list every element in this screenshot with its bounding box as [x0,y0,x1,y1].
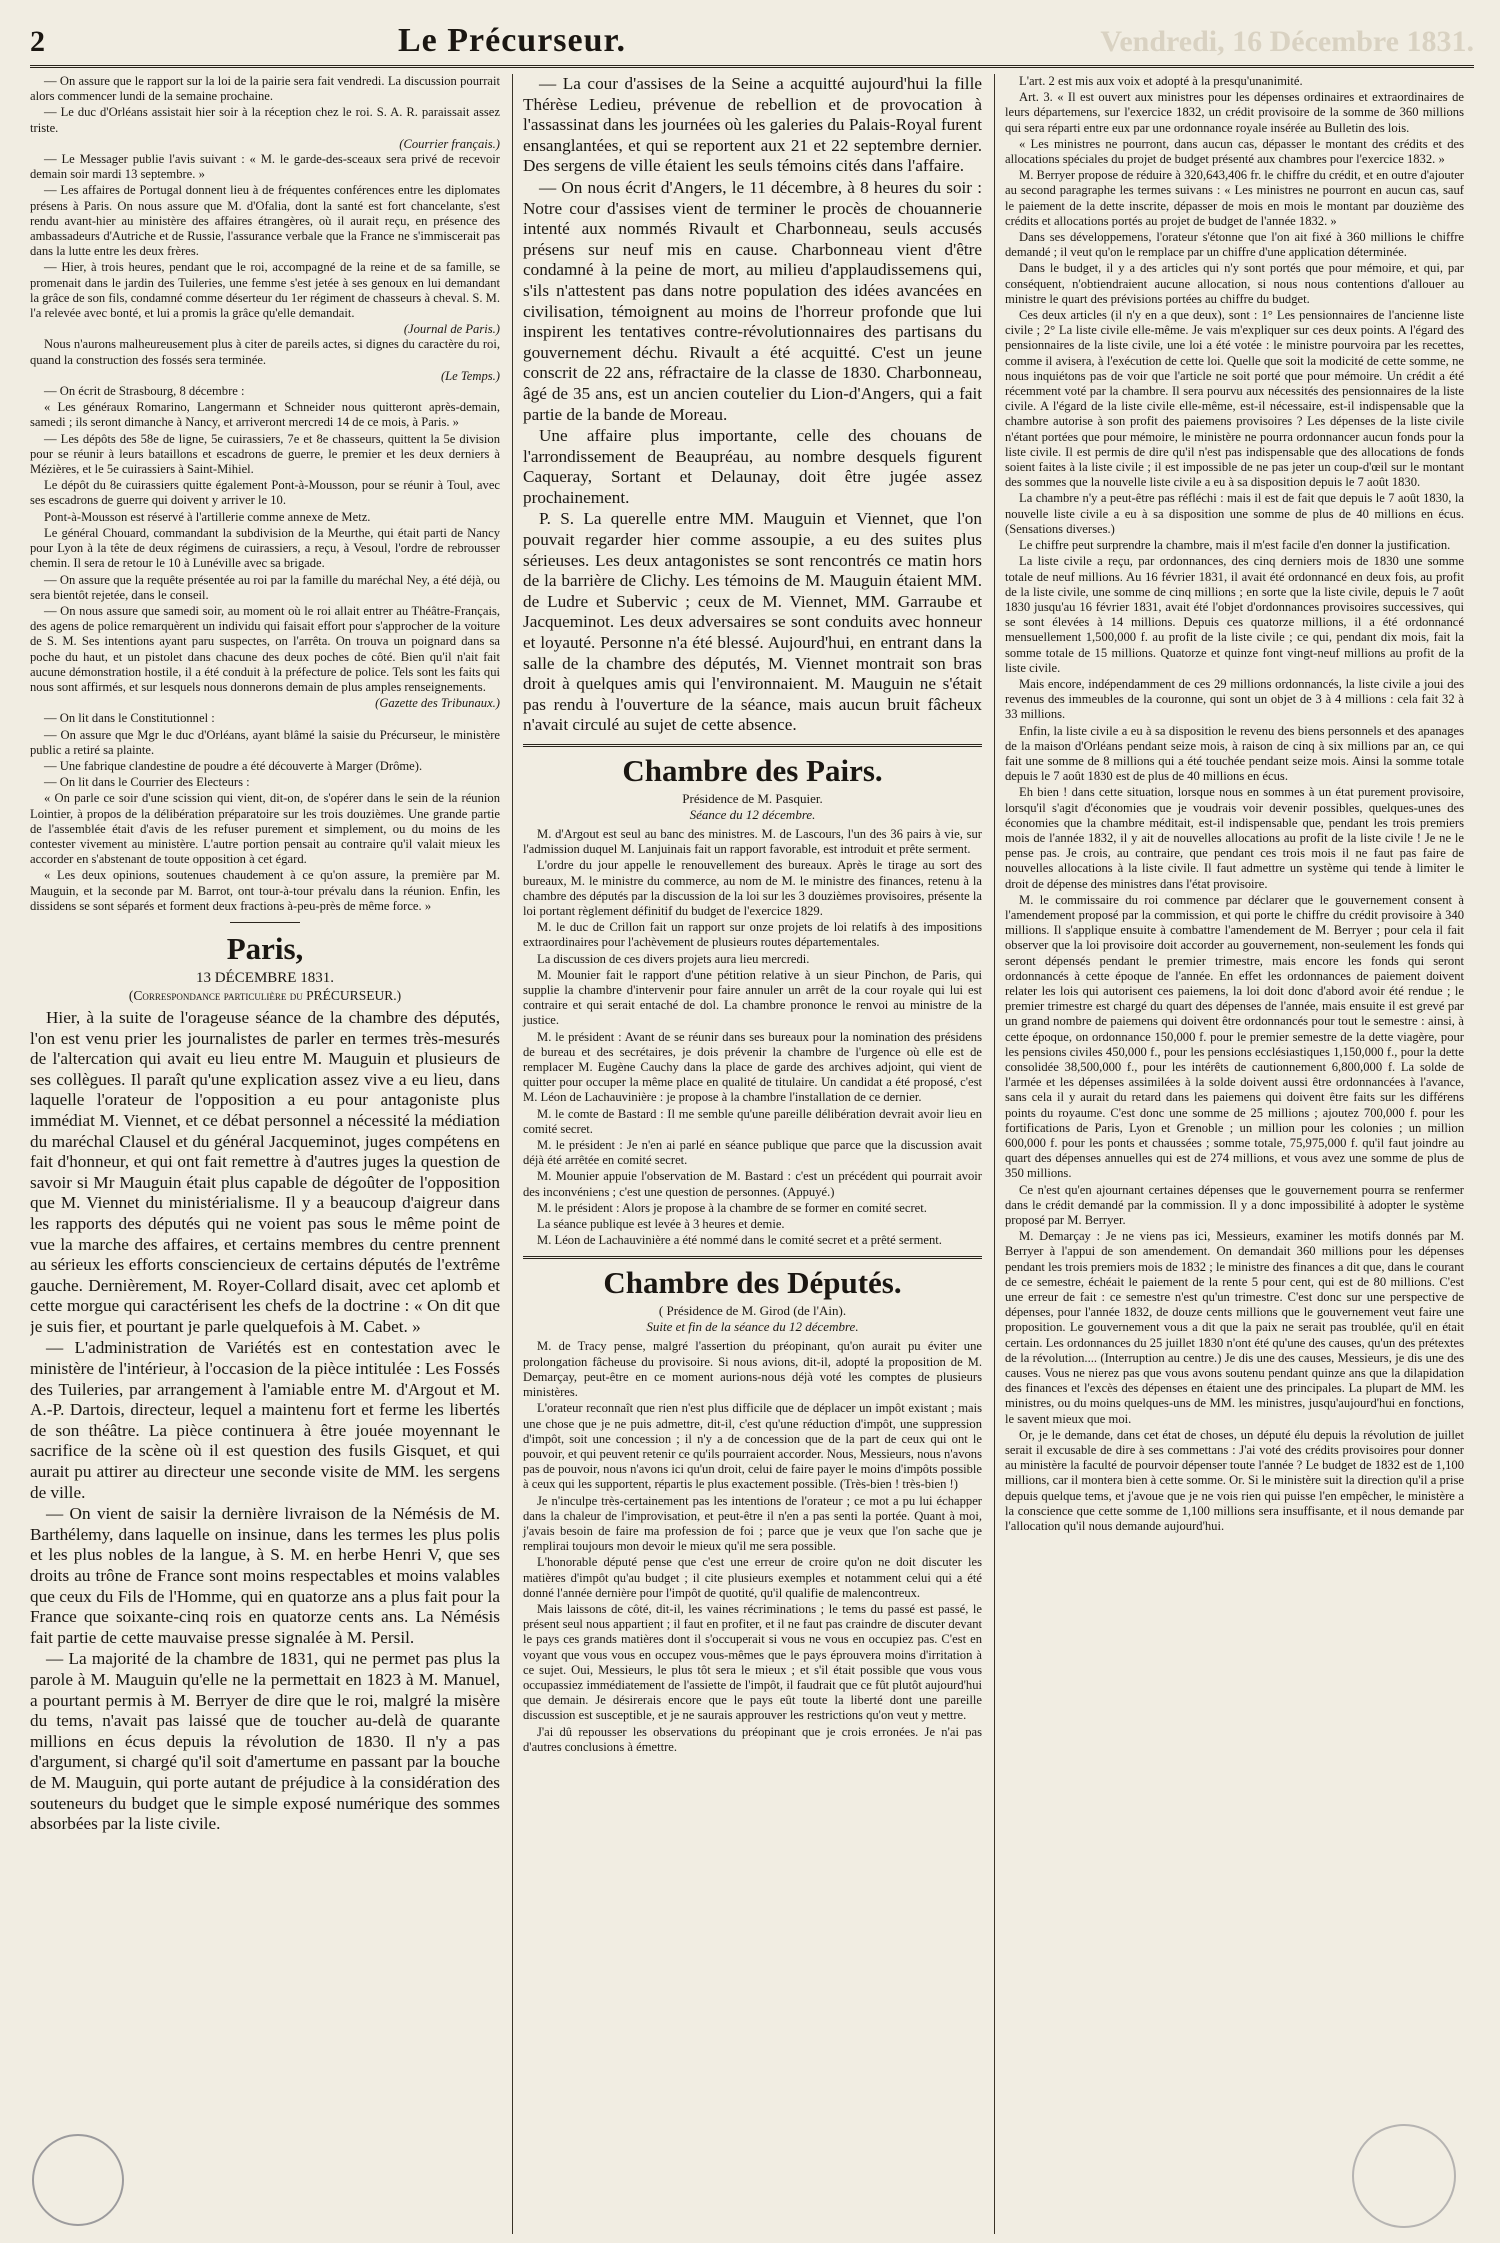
paragraph: — Le Messager publie l'avis suivant : « M. le garde-des-sceaux sera privé de recevoir demain soir mardi 13 septembre. » [30,152,500,182]
library-stamp [32,2134,124,2226]
paragraph: La séance publique est levée à 3 heures et demie. [537,1217,785,1232]
paragraph: — La majorité de la chambre de 1831, qui ne permet pas plus la parole à M. Mauguin qu'elle ne la permettait en 1823 à M. Manuel, a pourtant permis à M. Berryer de dire que le roi, malgré la misère du tems, n'avait pas laissé que de toucher au-delà de quarante millions en écus depuis la révolution de 1830. Il n'y a pas d'argument, si chargé qu'il soit d'amertume en passant par la bouche de M. Mauguin, qui porte autant de préjudice à la considération des souteneurs du budget que le simple exposé numérique des sommes absorbées par la liste civile. [30,1649,500,1834]
paragraph: Je n'inculpe très-certainement pas les intentions de l'orateur ; ce mot a pu lui échapper dans la chaleur de l'improvisation, et peut-être il n'en a pas senti la portée. Quant à moi, j'avais besoin de faire ma profession de foi ; parce que je veux que l'on sache que je remplirai toujours mon devoir le mieux qu'il me sera possible. [523,1493,982,1554]
paragraph: Ce n'est qu'en ajournant certaines dépenses que le gouvernement pourra se renfermer dans le crédit demandé par la commission. Il y a donc impossibilité à adopter le système proposé par M. Berryer. [1005,1182,1464,1228]
paragraph: M. d'Argout est seul au banc des ministres. M. de Lascours, l'un des 36 pairs à vie, sur l'admission duquel M. Lanjuinais fait un rapport favorable, est introduit et prête serment. [523,827,982,857]
columns [30,74,1474,2234]
paragraph: — Une fabrique clandestine de poudre a été découverte à Marger (Drôme). [44,758,423,773]
chambre-pairs-session: Séance du 12 décembre. [689,807,816,822]
paragraph: M. de Tracy pense, malgré l'assertion du préopinant, qu'on aurait pu éviter une prolongation fâcheuse du provisoire. Si nous avions, dit-il, adopté la proposition de M. Demarçay, peut-être en ce moment aurions-nous déjà voté les comptes de plusieurs ministères. [523,1339,982,1400]
paragraph: Enfin, la liste civile a eu à sa disposition le revenu des biens personnels et des apanages de la maison d'Orléans pendant seize mois, à raison de cinq à six millions par an, ce qui fait une somme de 8 millions qui a été touchée pendant seize mois. Ainsi la somme totale depuis le 7 août 1830 est de plus de 40 millions en écus. [1005,723,1464,784]
paragraph: L'ordre du jour appelle le renouvellement des bureaux. Après le tirage au sort des bureaux, M. le ministre du commerce, au nom de M. le ministre des finances, retenu à la chambre des députés par la discussion de la loi sur les 3 douzièmes provisoires, présente la loi portant règlement définitif du budget de l'exercice 1829. [523,858,982,919]
source-citation: (Le Temps.) [440,368,500,383]
paragraph: « Les deux opinions, soutenues chaudement à ce qu'on assure, la première par M. Mauguin, et la seconde par M. Barrot, ont tour-à-tour prévalu dans la réunion. Enfin, les dissidens se sont séparés et forment deux fractions à-peu-près de même force. » [30,868,500,913]
bleed-through-date: Vendredi, 16 Décembre 1831. [1100,25,1474,58]
paragraph: — On écrit de Strasbourg, 8 décembre : [44,384,245,399]
paris-article [30,1008,500,1835]
paragraph: Art. 3. « Il est ouvert aux ministres pour les dépenses ordinaires et extraordinaires de leurs départemens, sur l'exercice 1832, un crédit provisoire de la somme de 360 millions qui sera réparti entre eux par une ordonnance royale insérée au Bulletin des lois. [1005,90,1464,135]
paragraph: P. S. La querelle entre MM. Mauguin et Viennet, que l'on pouvait regarder hier comme assoupie, a eu des suites plus sérieuses. Les deux antagonistes se sont rencontrés ce matin hors de la barrière de Clichy. Les témoins de M. Mauguin étaient MM. de Ludre et Subervic ; ceux de M. Viennet, MM. Garraube et Jacqueminot. Les deux adversaires se sont conduits avec honneur et loyauté. Personne n'a été blessé. Aujourd'hui, en entrant dans la salle de la chambre des députés, M. Viennet montrait son bras droit à quelques amis qui l'environnaient. M. Mauguin ne s'était pas rendu à l'ouverture de la séance, mais aucun bruit fâcheux n'avait circulé au sujet de cette absence. [523,509,982,735]
paragraph: Dans le budget, il y a des articles qui n'y sont portés que pour mémoire, et qui, par conséquent, n'obtiendraient aucune allocation, si nous nous contentions d'allouer au ministre le quart des prévisions portées au chiffre du budget. [1005,261,1464,306]
paragraph: — On nous écrit d'Angers, le 11 décembre, à 8 heures du soir : Notre cour d'assises vient de terminer le procès de chouannerie intenté aux nommés Rivault et Charbonneau, seuls accusés présens sur neuf mis en cause. Charbonneau vient d'être condamné à la peine de mort, au milieu d'applaudissemens qui, s'ils n'attestent pas dans notre population des idées avancées en civilisation, témoignent au moins de l'horreur profonde que lui inspirent les tentatives contre-révolutionnaires des partisans du gouvernement déchu. Rivault a été acquitté. C'est un jeune conscrit de 22 ans, réfractaire de la classe de 1830. Charbonneau, âgé de 35 ans, est un ancien coutelier du Lion-d'Angers, qui a fait partie de la bande de Moreau. [523,177,982,424]
paragraph: La chambre n'y a peut-être pas réfléchi : mais il est de fait que depuis le 7 août 1830, la nouvelle liste civile a eu à sa disposition une somme de plus de 40 millions en écus. (Sensations diverses.) [1005,491,1464,536]
paragraph: — On assure que la requête présentée au roi par la famille du maréchal Ney, a été déjà, ou sera bientôt rejetée, dans le conseil. [30,572,500,602]
chambre-deputes-session: Suite et fin de la séance du 12 décembre. [646,1319,859,1335]
paragraph: M. le commissaire du roi commence par déclarer que le gouvernement consent à l'amendement proposé par la commission, et qui porte le chiffre du crédit provisoire à 340 millions. Il s'applique ensuite à combattre l'amendement de M. Berryer ; pour cela il fait observer que la loi provisoire doit accorder au gouvernement, non-seulement les fonds qui seront dépensés pendant le premier trimestre, mais encore les fonds qui seront ordonnancés à cette époque de l'année. En effet les ordonnances de paiement doivent relater les lois qui autorisent ces paiemens, la loi doit donc d'abord avoir été rendue ; le premier trimestre est chargé du quart des dépenses de l'année, mais ensuite il est grevé par un grand nombre de paiemens qui doivent être ordonnancés pour tout le semestre : ainsi, à cette époque, on ordonnance 150,000 f. pour le premier semestre de la dette viagère, pour les pensions civiles 450,000 f., pour les pensions ecclésiastiques 1,150,000 f., pour la dette consolidée 38,500,000 f., pour les intérêts de cautionnement 6,800,000 f. La solde de l'armée et les dépenses assimilées à la solde doivent aussi être ordonnancées à l'avance, sans cela il y aurait du retard dans les paiemens qui doivent être faits sur les différens points du royaume. C'est donc une somme de 25 millions ; ajoutez 700,000 f. pour les fortifications de Paris, Lyon et Grenoble ; un million pour les colonies ; un million 600,000 f. pour les ponts et chaussées ; somme totale, 75,975,000 f. qu'il faut joindre au quart des dépenses annuelles qui est de 274 millions, et vous avez une somme de plus de 350 millions. [1005,892,1464,1181]
chambre-deputes-heading: Chambre des Députés. [603,1265,902,1301]
paragraph: — Le duc d'Orléans assistait hier soir à la réception chez le roi. S. A. R. paraissait assez triste. [30,105,500,135]
paragraph: J'ai dû repousser les observations du préopinant que je crois erronées. Je n'ai pas d'autres conclusions à émettre. [523,1724,982,1754]
paragraph: — On assure que Mgr le duc d'Orléans, ayant blâmé la saisie du Précurseur, le ministère public a retiré sa plainte. [30,727,500,757]
paragraph: « Les ministres ne pourront, dans aucun cas, dépasser le montant des crédits et des allocations spéciales du projet de budget présenté aux chambres pour l'exercice 1832. » [1005,136,1464,167]
paragraph: Ces deux articles (il n'y en a que deux), sont : 1° Les pensionnaires de l'ancienne liste civile ; 2° La liste civile elle-même. Je vais m'expliquer sur ces deux points. A l'égard des pensionnaires de la liste civile, une loi a été votée : le ministre pourvoira par les recettes, comme il avisera, à l'exécution de cette loi. Quelle que soit la modicité de cette somme, ne nous inquiétons pas de voir que l'article ne soit porté que pour mémoire. Un crédit a été récemment voté par la chambre. Il sera pourvu aux nécessités des pensionnaires de la liste civile. A l'égard de la liste civile elle-même, est-il nécessaire, est-il indispensable que la chambre autorise à son profit des paiemens provisoires ? Les dépenses de la liste civile n'étant portées que pour mémoire, le ministère ne pourra ordonnancer aucun fonds pour la liste civile. Il est permis de dire qu'il n'est pas indispensable que des allocations de fonds soient faites à la liste civile ; il est impossible de ne pas jeter un coup-d'œil sur le montant des sommes que la nouvelle liste civile a eu à sa disposition depuis le 7 août 1830. [1005,308,1464,490]
paragraph: — Les dépôts des 58e de ligne, 5e cuirassiers, 7e et 8e chasseurs, quittent la 5e division pour se réunir à leurs bataillons et escadrons de guerre, le premier et les deux derniers à Mézières, et le 5e cuirassiers à Saint-Mihiel. [30,431,500,477]
chambre-pairs-heading: Chambre des Pairs. [622,753,883,788]
news-article [523,74,982,736]
chambre-deputes-presidency: ( Présidence de M. Girod (de l'Ain). [658,1303,847,1319]
paragraph: Une affaire plus importante, celle des chouans de l'arrondissement de Beaupréau, au nombre desquels figurent Caqueray, Sortant et Delaunay, doit être jugée assez prochainement. [523,426,982,507]
paragraph: M. le président : Alors je propose à la chambre de se former en comité secret. [537,1200,927,1215]
paragraph: M. Mounier fait le rapport d'une pétition relative à un sieur Pinchon, de Paris, qui supplie la chambre d'intervenir pour faire annuler un arrêt de la cour royale qui lui est contraire et qui serait entaché de dol. La chambre prononce le renvoi au ministre de la justice. [523,967,982,1028]
source-citation: (Journal de Paris.) [403,322,500,337]
paragraph: La discussion de ces divers projets aura lieu mercredi. [537,951,810,966]
paragraph: Or, je le demande, dans cet état de choses, un député élu depuis la révolution de juillet serait il excusable de dire à ses commettans : J'ai voté des crédits provisoires pour donner au ministère la faculté de pourvoir dépenser toute l'année ? Le budget de 1832 est de 1,100 millions, car il montera bien à cette somme. Or. Si le ministère suit la direction qu'il a prise depuis quelque tems, et j'avoue que je ne vois rien qui puisse l'en empêcher, le ministère a la conscience que cette somme de 1,100 millions sera insuffisante, et il nous demande par l'allocation qu'il nous demande aujourd'hui. [1005,1427,1464,1534]
paragraph: M. Demarçay : Je ne viens pas ici, Messieurs, examiner les motifs donnés par M. Berryer à l'appui de son amendement. On demandait 360 millions pour les dépenses pendant les trois premiers mois de 1832 ; le ministre des finances a dit que, dans le courant de ce semestre, échéait le paiement de la rente 5 pour cent, qui est de 80 millions. C'est une erreur de fait : ce semestre n'est qu'un trimestre. C'est donc sur une perspective de dépenses, pour l'année 1832, de douze cents millions que le gouvernement veut faire une proposition. Le gouvernement vous a dit que la paix ne serait pas troublée, qu'il en était certain. Les ordonnances du 25 juillet 1830 n'ont été qu'une des causes, qu'un des prétextes de la révolution.... (Interruption au centre.) Je dis une des causes, Messieurs, je dis une des causes. Vous ne nierez pas que vous avons soutenu pendant quinze ans que la dilapidation des finances et l'excès des dépenses en étaient une des principales. La plupart de MM. les ministres, ou du moins quelques-uns de MM. les ministres, jusqu'aujourd'hui en fonctions, le savent mieux que moi. [1005,1229,1464,1426]
column-3 [994,74,1464,2234]
paragraph: Mais laissons de côté, dit-il, les vaines récriminations ; le tems du passé est passé, le présent seul nous appartient ; il faut en profiter, et il ne faut pas craindre de discuter devant le pays ces grands matières dont il s'occuperait si vous ne vous en occupiez pas. C'est en voyant que vous vous en occupez vous-mêmes que le pays éprouvera moins d'irritation à ce sujet. Oui, Messieurs, le plus tôt sera le mieux ; et s'il était possible que vous vous occupassiez immédiatement de l'assiette de l'impôt, il faudrait que ce fût plutôt aujourd'hui que demain. Je désirerais encore que le pays eût toute la liberté dont une pareille discussion est susceptible, et je ne saurais approuver les restrictions qu'on veut y mettre. [523,1601,982,1723]
column-2 [512,74,982,2234]
paris-correspondence: (Correspondance particulière du PRÉCURSEUR.) [128,987,402,1003]
paragraph: Dans ses développemens, l'orateur s'étonne que l'on ait fixé à 360 millions le chiffre demandé ; il veut qu'on le remplace par un chiffre d'une application déterminée. [1005,230,1464,260]
paragraph: — Les affaires de Portugal donnent lieu à de fréquentes conférences entre les diplomates présens à Paris. On nous assure que M. d'Ofalia, dont la santé est fort chancelante, s'est rendu avant-hier au ministère des affaires étrangères, où il aurait reçu, en présence des ambassadeurs d'Autriche et de Russie, l'assurance verbale que la France ne s'immiscerait pas dans la lutte entre les deux frères. [30,183,500,259]
paragraph: — On assure que le rapport sur la loi de la pairie sera fait vendredi. La discussion pourrait alors commencer lundi de la semaine prochaine. [30,74,500,104]
paragraph: M. le président : Je n'en ai parlé en séance publique que parce que la discussion avait déjà été arrêtée en comité secret. [523,1138,982,1168]
paragraph: — On lit dans le Courrier des Electeurs : [44,775,250,790]
paragraph: M. le duc de Crillon fait un rapport sur onze projets de loi relatifs à des impositions extraordinaires pour l'achèvement de plusieurs routes départementales. [523,920,982,950]
source-citation: (Gazette des Tribunaux.) [375,696,500,711]
paragraph: — On vient de saisir la dernière livraison de la Némésis de M. Barthélemy, dans laquelle on insinue, dans les termes les plus polis et les plus nobles de la langue, à S. M. en herbe Henri V, que ses droits au trône de France sont moins respectables et moins valables que ceux du Fils de l'Homme, qui en quatorze ans a plus fait pour la France que soixante-cinq rois en quatorze cents ans. La Némésis fait partie de cette mauvaise presse signalée à M. Persil. [30,1504,500,1647]
paragraph: « On parle ce soir d'une scission qui vient, dit-on, de s'opérer dans le sein de la réunion Lointier, à propos de la délibération préparatoire sur les trois douzièmes. Une grande partie de l'assemblée était d'avis de les refuser purement et simplement, ou du moins de les contester vivement au ministère. L'autre portion pensait au contraire qu'il valait mieux les accorder en s'abstenant de toute opposition à cet égard. [30,791,500,867]
paragraph: M. le président : Avant de se réunir dans ses bureaux pour la nomination des présidens de bureau et des secrétaires, je dois prévenir la chambre de l'urgence où elle est de remplacer M. Eugène Cauchy dans la place de garde des archives adjoint, qui vient de quitter pour occuper la même place en qualité de titulaire. Un candidat a été proposé, c'est M. Léon de Lachauvinière : je propose à la chambre l'installation de ce dernier. [523,1029,982,1105]
paragraph: Hier, à la suite de l'orageuse séance de la chambre des députés, l'on est venu prier les journalistes de parler en termes très-mesurés de l'altercation qui avait eu lieu entre M. Mauguin et plusieurs de ses collègues. Il paraît qu'une explication assez vive a eu lieu, dans laquelle l'orateur de l'opposition a eu pour antagoniste plus immédiat M. Viennet, et ce débat personnel a nécessité la médiation du maréchal Clausel et du général Jacqueminot, juges compétens en fait d'honneur, et qui ont fait remettre à d'autres juges la question de savoir si Mr Mauguin était plus capable de dégoûter de l'opposition que M. Viennet du ministérialisme. Il y a beaucoup d'aigreur dans les rapports des députés qui ne voient pas sous le même point de vue la marche des affaires, et certains membres du centre prennent au sérieux les efforts consciencieux de certains députés de l'extrême gauche. Dernièrement, M. Royer-Collard disait, avec cet aplomb et cette morgue qui caractérisent les chefs de la doctrine : « On dit que je suis fier, et pourtant je parle quelquefois à M. Cabet. » [30,1007,500,1336]
paragraph: — Hier, à trois heures, pendant que le roi, accompagné de la reine et de sa famille, se promenait dans le jardin des Tuileries, une femme s'est jetée à ses genoux en lui demandant la grâce de son fils, condamné comme déserteur du 1er régiment de chasseurs à cheval. S. M. l'a relevée avec bonté, et lui a promis la grâce qu'elle demandait. [30,260,500,321]
paragraph: M. le comte de Bastard : Il me semble qu'une pareille délibération devrait avoir lieu en comité secret. [523,1106,982,1136]
paragraph: — L'administration de Variétés est en contestation avec le ministère de l'intérieur, à l'occasion de la pièce intitulée : Les Fossés des Tuileries, par arrangement à l'amiable entre M. d'Argout et M. A.-P. Dartois, directeur, lequel a maintenu fort et ferme les libertés de son théâtre. La pièce continuera à être jouée moyennant le sacrifice de la scène où il est question des fusils Gisquet, et qui aurait pu attirer au directeur une seconde visite de MM. les sergens de ville. [30,1338,500,1502]
paragraph: Eh bien ! dans cette situation, lorsque nous en sommes à un état purement provisoire, lorsqu'il s'agit d'économies que je voudrais voir devenir possibles, quelques-unes des économies que la chambre méditait, est-il indispensable que, pendant les trois premiers mois de l'année 1832, il y ait de nouvelles allocations au profit de la liste civile ! Je ne le pense pas. Je crois, au contraire, que pendant ces trois mois il ne faut pas faire de nouvelles allocations à la liste civile. Il faut admettre un système qui tende à limiter le droit de dépense des ministres dans l'état provisoire. [1005,785,1464,891]
paragraph: Le dépôt du 8e cuirassiers quitte également Pont-à-Mousson, pour se réunir à Toul, avec ses escadrons de guerre qui doivent y arriver le 10. [30,478,500,508]
paragraph: L'orateur reconnaît que rien n'est plus difficile que de déplacer un impôt existant ; mais une chose que je ne puis admettre, dit-il, c'est qu'une réduction d'impôt, une suppression d'impôt, soit une concession ; il n'y a de concession que de la part de ceux qui ont le pouvoir, et qui peuvent retenir ce qu'ils pourraient accorder. Nous, Messieurs, nous n'avons pas de pouvoir, nous n'avons ici qu'un droit, celui de faire payer le moins d'impôts possible à ceux qui les supportent, répartis le plus exactement possible. (Très-bien ! très-bien !) [523,1401,982,1492]
paragraph: — On nous assure que samedi soir, au moment où le roi allait entrer au Théâtre-Français, des agens de police remarquèrent un individu qui faisait effort pour s'approcher de la voiture de S. M. Ses intentions ayant paru suspectes, on l'arrêta. On trouva un poignard dans sa poche du haut, et un pistolet dans chacune des deux poches de côté. Bien qu'il n'ait fait aucune démonstration hostile, il a été conduit à la préfecture de police. Tels sont les faits qui nous sont affirmés, et sur lesquels nous donnerons demain de plus amples renseignements. [30,603,500,694]
paragraph: — On lit dans le Constitutionnel : [44,711,215,726]
paragraph: La liste civile a reçu, par ordonnances, des cinq derniers mois de 1830 une somme totale de neuf millions. Au 16 février 1831, il avait été ordonnancé en deux fois, au profit de la liste civile, une somme de cinq millions ; en sorte que la liste civile, depuis le 7 août 1830 jusqu'au 16 février 1831, avait été l'objet d'ordonnances provisoires successives, qui se sont élevées à 14 millions. Depuis ces quatorze millions, il a été ordonnancé mensuellement 1,500,000 f. au profit de la liste civile ; ce qui, pendant dix mois, fait la somme totale de 15 millions. Quatorze et quinze font vingt-neuf millions au profit de la liste civile. [1005,554,1464,675]
paragraph: Le chiffre peut surprendre la chambre, mais il m'est facile d'en donner la justification. [1019,538,1451,553]
paragraph: « Les généraux Romarino, Langermann et Schneider nous quitteront après-demain, samedi ; ils seront dimanche à Nancy, et arriveront mercredi 14 de ce mois, à Paris. » [30,400,500,430]
paragraph: Mais encore, indépendamment de ces 29 millions ordonnancés, la liste civile a joui des revenus des immeubles de la couronne, qui sont un objet de 3 à 4 millions : cela fait 32 à 33 millions. [1005,676,1464,722]
page-number: 2 [30,25,45,58]
paragraph: L'art. 2 est mis aux voix et adopté à la presqu'unanimité. [1019,74,1303,88]
paragraph: Le général Chouard, commandant la subdivision de la Meurthe, qui était parti de Nancy pour Lyon à la tête de deux régimens de cuirassiers, a reçu, à Vesoul, l'ordre de rebrousser chemin. Il sera de retour le 10 à Lunéville avec sa brigade. [30,525,500,571]
library-stamp [1352,2124,1456,2228]
divider [230,922,300,923]
source-citation: (Courrier français.) [399,136,500,151]
paris-dateline: 13 DÉCEMBRE 1831. [196,969,334,986]
paragraph: L'honorable député pense que c'est une erreur de croire qu'on ne doit discuter les matières d'impôt qu'au budget ; il cite plusieurs exemples et notamment celui qui a été donné l'année dernière pour l'impôt de quotité, qu'il qualifie de malencontreux. [523,1555,982,1600]
paragraph: — La cour d'assises de la Seine a acquitté aujourd'hui la fille Thérèse Ledieu, prévenue de rebellion et de provocation à l'assassinat dans les journées où les galeries du Palais-Royal furent ensanglantées, et qui se reportent aux 21 et 22 septembre dernier. Des sergens de ville étaient les seuls témoins cités dans l'affaire. [523,74,982,176]
divider [523,744,982,747]
column-1 [30,74,500,2234]
paragraph: M. Léon de Lachauvinière a été nommé dans le comité secret et a prêté serment. [537,1233,942,1248]
paragraph: M. Mounier appuie l'observation de M. Bastard : c'est un précédent qui pourrait avoir des inconvéniens ; c'est une question de personnes. (Appuyé.) [523,1169,982,1199]
paragraph: M. Berryer propose de réduire à 320,643,406 fr. le chiffre du crédit, et en outre d'ajouter au second paragraphe les termes suivans : « Les ministres ne pourront en aucun cas, sauf le paiement de la dette inscrite, dépasser de mois en mois le montant par douzième des crédits et allocations portés au projet de budget de l'année 1832. » [1005,168,1464,228]
newspaper-title: Le Précurseur. [397,22,626,59]
divider [523,1256,982,1259]
paragraph: Nous n'aurons malheureusement plus à citer de pareils actes, si dignes du caractère du roi, quand la construction des fossés sera terminée. [30,337,500,367]
paragraph: Pont-à-Mousson est réservé à l'artillerie comme annexe de Metz. [44,509,371,524]
masthead [30,22,1474,68]
paris-heading: Paris, [226,930,304,966]
chambre-pairs-presidency: Présidence de M. Pasquier. [682,791,823,806]
